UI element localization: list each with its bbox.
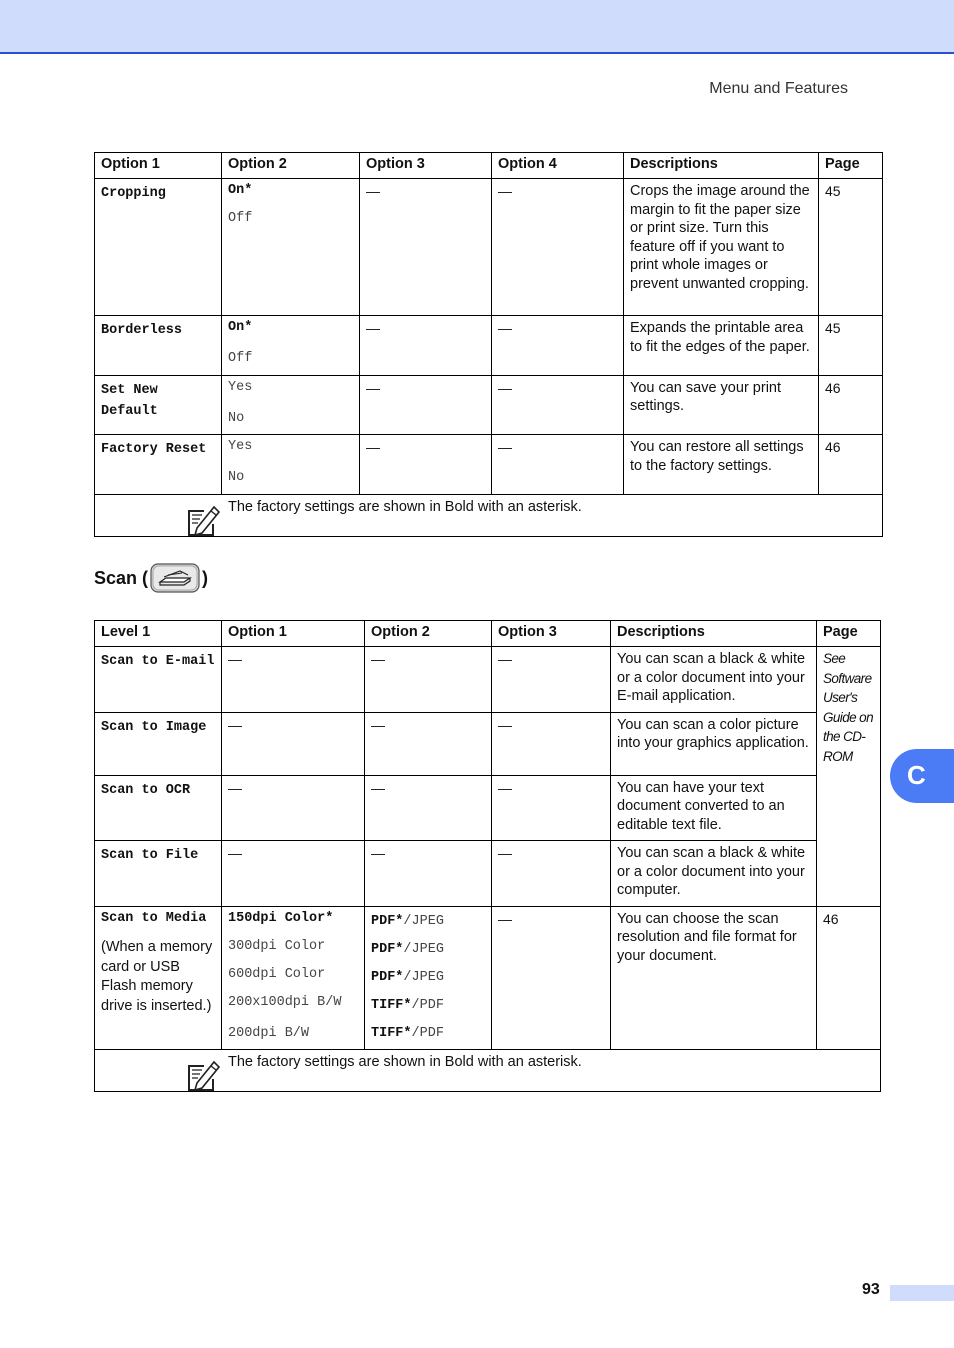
table-row	[95, 435, 883, 495]
resolution-option: 300dpi Color	[228, 938, 326, 954]
page-ref: 45	[819, 179, 883, 316]
option-value: On*	[228, 183, 253, 198]
running-head: Menu and Features	[709, 80, 848, 97]
format-option: PDF*/JPEG	[371, 969, 444, 985]
table-row	[95, 841, 881, 907]
resolution-option: 600dpi Color	[228, 966, 326, 982]
option-value: Off	[228, 351, 253, 366]
format-option: PDF*/JPEG	[371, 941, 444, 957]
column-header: Page	[819, 153, 883, 179]
resolution-option: 200x100dpi B/W	[228, 994, 342, 1010]
description: You can scan a color picture into your graphics application.	[611, 712, 817, 775]
column-header: Descriptions	[611, 621, 817, 647]
column-header: Option 3	[492, 621, 611, 647]
format-other: PDF	[419, 1025, 444, 1041]
resolution-option: 150dpi Color*	[228, 910, 334, 926]
setting-name: Borderless	[101, 323, 183, 338]
column-header: Option 1	[95, 153, 222, 179]
see-reference: See Software User's Guide on the CD-ROM	[823, 651, 873, 764]
format-default: PDF*	[371, 913, 404, 929]
note-pencil-icon	[185, 1057, 221, 1093]
table-row	[95, 647, 881, 713]
description: You can have your text document converted to an editable text file.	[611, 775, 817, 841]
empty-cell: —	[492, 316, 624, 376]
page-ref: 46	[817, 906, 881, 1050]
column-header: Descriptions	[624, 153, 819, 179]
option-value: Off	[228, 211, 253, 226]
table-row	[95, 775, 881, 841]
page-number: 93	[862, 1281, 880, 1298]
empty-cell: —	[365, 775, 492, 841]
print-settings-table	[94, 152, 883, 537]
description: You can scan a black & white or a color document into your computer.	[611, 841, 817, 907]
column-header: Level 1	[95, 621, 222, 647]
description: Expands the printable area to fit the edges of the paper.	[624, 316, 819, 376]
format-default: PDF*	[371, 969, 404, 985]
empty-cell: —	[360, 375, 492, 435]
empty-cell: —	[492, 906, 611, 1050]
option-value: Yes	[228, 379, 253, 395]
table-row	[95, 906, 881, 1050]
format-option: TIFF*/PDF	[371, 1025, 444, 1041]
scan-level: Scan to Image	[101, 719, 207, 735]
empty-cell: —	[222, 712, 365, 775]
empty-cell: —	[492, 435, 624, 495]
column-header: Option 2	[222, 153, 360, 179]
format-option: TIFF*/PDF	[371, 997, 444, 1013]
table-row	[95, 179, 883, 316]
description: You can save your print settings.	[624, 375, 819, 435]
format-other: JPEG	[411, 941, 444, 957]
note-row	[95, 494, 883, 536]
scanner-icon	[150, 563, 200, 593]
table-row	[95, 316, 883, 376]
scan-options-table	[94, 620, 881, 1092]
scan-level: Scan to E-mail	[101, 654, 215, 669]
empty-cell: —	[492, 375, 624, 435]
chapter-letter: C	[907, 760, 926, 790]
empty-cell: —	[222, 775, 365, 841]
scan-level: Scan to Media	[101, 910, 207, 926]
note-row	[95, 1050, 881, 1092]
column-header: Option 4	[492, 153, 624, 179]
chapter-tab	[890, 749, 954, 803]
empty-cell: —	[360, 179, 492, 316]
empty-cell: —	[492, 179, 624, 316]
scan-level: Scan to File	[101, 848, 199, 863]
format-option: PDF*/JPEG	[371, 913, 444, 929]
resolution-option: 200dpi B/W	[228, 1025, 310, 1041]
empty-cell: —	[492, 712, 611, 775]
empty-cell: —	[492, 647, 611, 713]
empty-cell: —	[492, 841, 611, 907]
page-ref: 46	[819, 435, 883, 495]
top-banner	[0, 0, 954, 54]
column-header: Option 2	[365, 621, 492, 647]
option-value: Yes	[228, 439, 253, 454]
setting-name: Factory Reset	[101, 442, 207, 457]
format-default: TIFF*	[371, 997, 412, 1013]
description: You can choose the scan resolution and file format for your document.	[611, 906, 817, 1050]
scan-level-note: (When a memory card or USB Flash memory drive is inserted.)	[101, 939, 213, 1014]
setting-name: Cropping	[101, 186, 166, 201]
note-text: The factory settings are shown in Bold with an asterisk.	[228, 498, 582, 515]
empty-cell: —	[360, 316, 492, 376]
empty-cell: —	[365, 712, 492, 775]
format-default: PDF*	[371, 941, 404, 957]
format-other: JPEG	[411, 969, 444, 985]
empty-cell: —	[365, 841, 492, 907]
section-heading-scan	[94, 563, 208, 593]
format-other: PDF	[419, 997, 444, 1013]
table-header-row	[95, 153, 883, 179]
column-header: Option 1	[222, 621, 365, 647]
column-header: Option 3	[360, 153, 492, 179]
empty-cell: —	[360, 435, 492, 495]
empty-cell: —	[365, 647, 492, 713]
option-value: No	[228, 470, 245, 485]
format-other: JPEG	[411, 913, 444, 929]
note-pencil-icon	[185, 502, 221, 538]
format-default: TIFF*	[371, 1025, 412, 1041]
page-ref: 45	[819, 316, 883, 376]
table-header-row	[95, 621, 881, 647]
paren-open: (	[142, 567, 149, 588]
description: You can restore all settings to the factory settings.	[624, 435, 819, 495]
setting-name: Set New Default	[101, 382, 158, 419]
note-text: The factory settings are shown in Bold with an asterisk.	[228, 1054, 582, 1070]
description: Crops the image around the margin to fit the paper size or print size. Turn this feature off if you want to print whole images or prevent unwanted cropping.	[624, 179, 819, 316]
column-header: Page	[817, 621, 881, 647]
section-title: Scan	[94, 567, 138, 588]
empty-cell: —	[222, 841, 365, 907]
empty-cell: —	[492, 775, 611, 841]
table-row	[95, 712, 881, 775]
empty-cell: —	[222, 647, 365, 713]
paren-close: )	[202, 567, 209, 588]
page-number-bar	[890, 1285, 954, 1301]
page-ref: 46	[819, 375, 883, 435]
description: You can scan a black & white or a color document into your E-mail application.	[611, 647, 817, 713]
scan-level: Scan to OCR	[101, 782, 191, 798]
option-value: No	[228, 410, 245, 426]
option-value: On*	[228, 320, 253, 335]
table-row	[95, 375, 883, 435]
